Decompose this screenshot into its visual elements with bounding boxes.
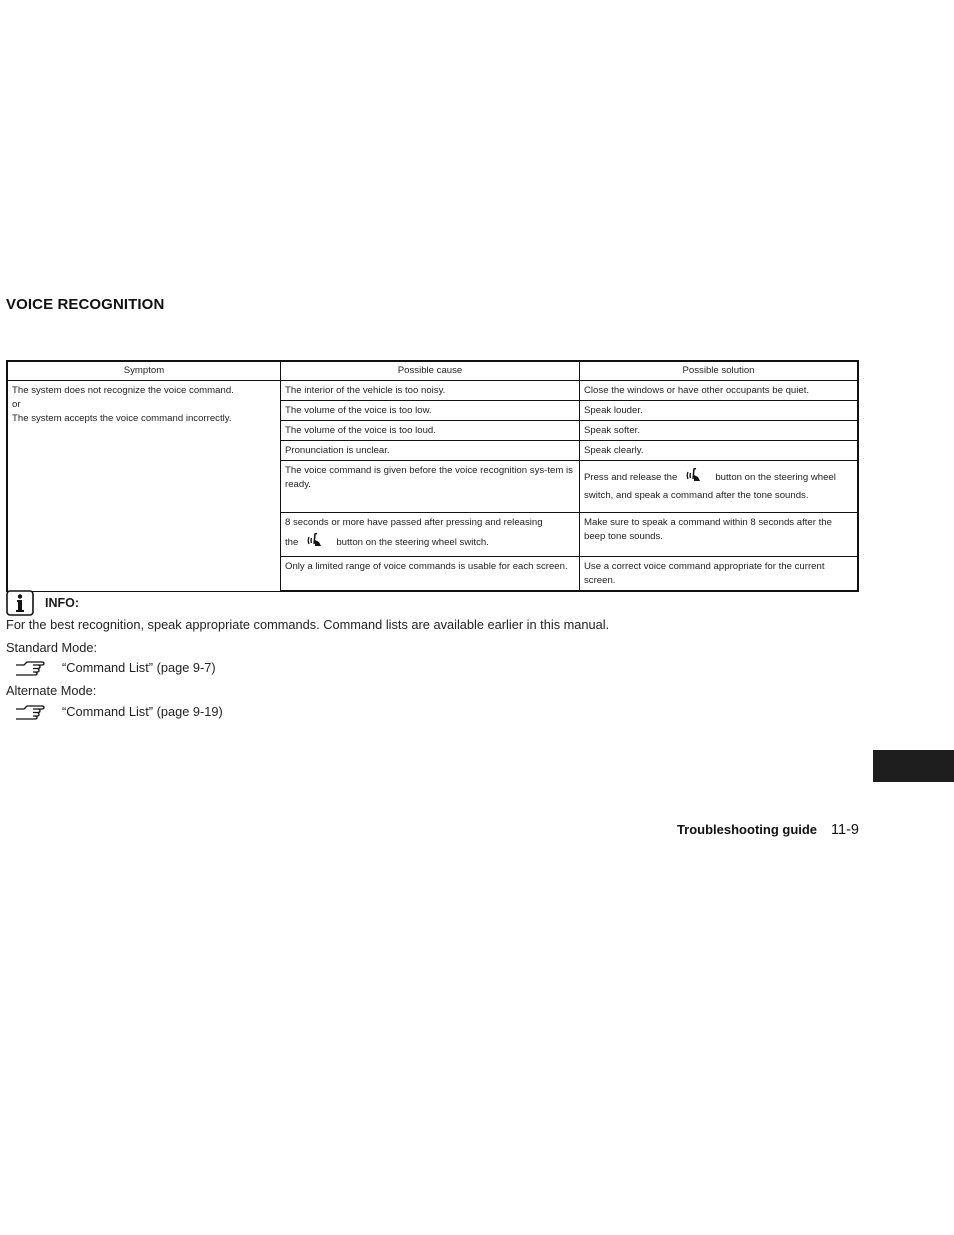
header-solution: Possible solution (580, 361, 859, 381)
pointing-hand-icon (14, 658, 46, 678)
standard-mode-reference[interactable] (14, 658, 216, 678)
symptom-line: The system accepts the voice command incorrectly. (12, 413, 232, 424)
solution-cell: Speak louder. (580, 401, 859, 421)
cause-line: 8 seconds or more have passed after pressing and releasing (285, 517, 543, 528)
cause-cell: Pronunciation is unclear. (281, 441, 580, 461)
voice-talk-icon (685, 466, 703, 489)
solution-text: button on the steering wheel switch, and speak a command after the tone sounds. (584, 472, 836, 501)
info-text: For the best recognition, speak appropriate commands. Command lists are available earlier in this manual. (6, 617, 610, 632)
chapter-tab (873, 750, 954, 782)
symptom-cell (7, 381, 281, 592)
solution-cell: Speak softer. (580, 421, 859, 441)
solution-cell: Close the windows or have other occupants be quiet. (580, 381, 859, 401)
info-header (6, 590, 866, 616)
solution-cell: Use a correct voice command appropriate for the current screen. (580, 557, 859, 592)
cause-cell: The volume of the voice is too loud. (281, 421, 580, 441)
alternate-mode-reference[interactable] (14, 702, 223, 722)
symptom-line: The system does not recognize the voice command. (12, 385, 234, 396)
info-label: INFO: (45, 596, 80, 610)
cause-cell: The voice command is given before the voice recognition sys-tem is ready. (281, 461, 580, 513)
cause-cell: The volume of the voice is too low. (281, 401, 580, 421)
section-title: VOICE RECOGNITION (6, 296, 165, 313)
table-header-row (7, 361, 858, 381)
cause-cell (281, 513, 580, 557)
solution-cell: Make sure to speak a command within 8 seconds after the beep tone sounds. (580, 513, 859, 557)
voice-talk-icon (306, 531, 324, 554)
cause-line (285, 531, 575, 554)
header-symptom: Symptom (7, 361, 281, 381)
pointing-hand-icon (14, 702, 46, 722)
cause-text: button on the steering wheel switch. (336, 537, 489, 549)
solution-cell (580, 461, 859, 513)
page-footer (677, 822, 859, 838)
standard-mode-link[interactable]: “Command List” (page 9-7) (62, 660, 216, 675)
table-row (7, 381, 858, 401)
cause-cell: Only a limited range of voice commands is usable for each screen. (281, 557, 580, 592)
page-number: 11-9 (831, 822, 859, 838)
symptom-or: or (12, 399, 21, 410)
solution-text: Press and release the (584, 472, 678, 484)
alternate-mode-label: Alternate Mode: (6, 683, 97, 698)
standard-mode-label: Standard Mode: (6, 640, 98, 655)
troubleshooting-table (6, 360, 859, 592)
cause-text: the (285, 537, 299, 549)
header-cause: Possible cause (281, 361, 580, 381)
solution-cell: Speak clearly. (580, 441, 859, 461)
footer-section: Troubleshooting guide (676, 822, 818, 837)
info-icon (6, 590, 34, 616)
alternate-mode-link[interactable]: “Command List” (page 9-19) (62, 704, 223, 719)
cause-cell: The interior of the vehicle is too noisy. (281, 381, 580, 401)
